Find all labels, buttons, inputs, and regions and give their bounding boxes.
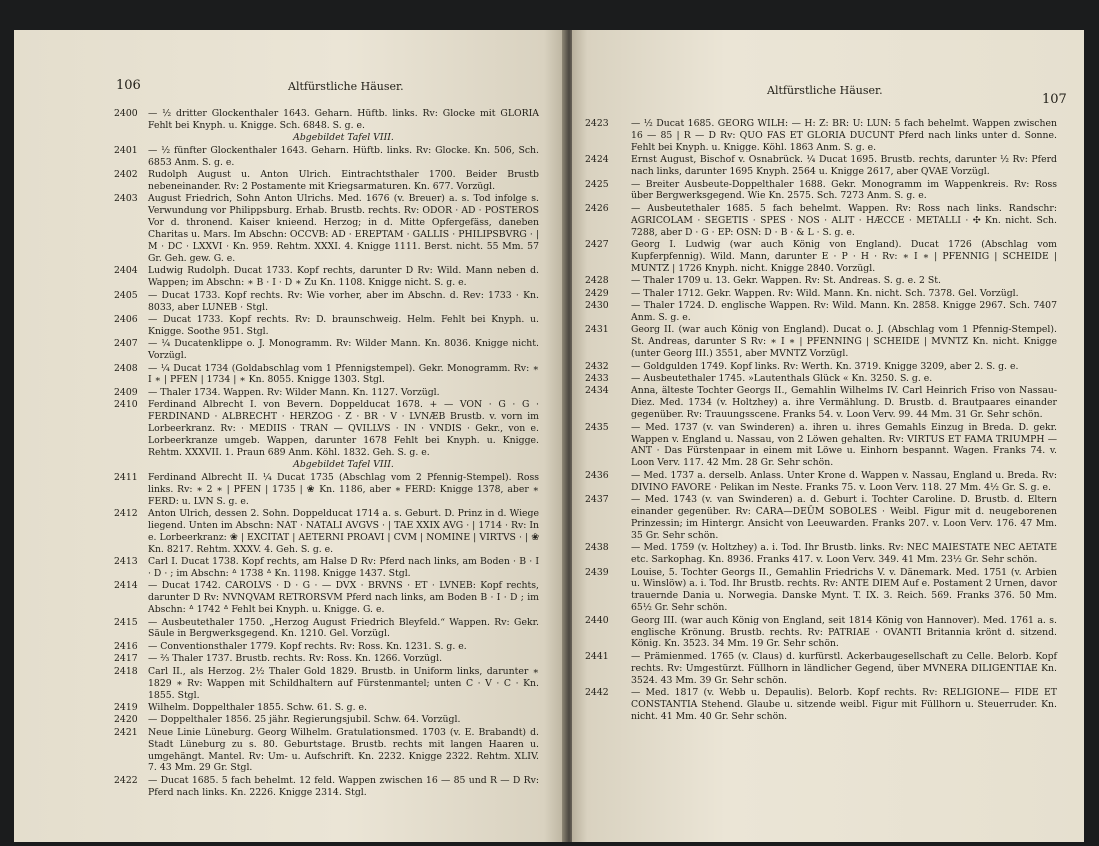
entry-text: Louise, 5. Tochter Georgs II., Gemahlin Friedrichs V. v. Dänemark. Med. 1751 (v. Arbien u. Winslöw) a. i. Tod. Ihr Brustb. rechts. Rv: ANTE DIEM Auf e. Postament 2 Urnen, davor trauernde Dania u. Norwegia. Danske Mynt. T. IX. 3. Reich. 569. Franks 376. 50 Mm. 65½ Gr. Sehr schön. (631, 566, 1057, 614)
entry-text: — Med. 1737 a. derselb. Anlass. Unter Krone d. Wappen v. Nassau, England u. Breda. Rv: DIVINO FAVORE · Pelikan im Neste. Franks 75. v. Loon Verv. 118. 27 Mm. 4½ Gr. S. g. e. (631, 469, 1057, 493)
catalog-entry (585, 178, 1057, 203)
lot-number: 2405 (114, 289, 138, 301)
entry-text: Anna, älteste Tochter Georgs II., Gemahlin Wilhelms IV. Carl Heinrich Friso von Nassau-Diez. Med. 1734 (v. Holtzhey) a. ihre Vermählung. D. Brustb. d. Brautpaares einander gegenüber. Rv: Trauungsscene. Franks 54. v. Loon Verv. 99. 44 Mm. 31 Gr. Sehr schön. (631, 385, 1057, 421)
entry-text: — ⅔ Thaler 1737. Brustb. rechts. Rv: Ross. Kn. 1266. Vorzügl. (148, 653, 443, 665)
lot-number: 2407 (114, 338, 138, 350)
entry-text: — Thaler 1709 u. 13. Gekr. Wappen. Rv: St. Andreas. S. g. e. 2 St. (631, 275, 941, 287)
lot-number: 2411 (114, 471, 138, 483)
entry-text: — Thaler 1724. D. englische Wappen. Rv: Wild. Mann. Kn. 2858. Knigge 2967. Sch. 7407 Anm. S. g. e. (631, 300, 1057, 323)
lot-number: 2426 (585, 202, 609, 214)
entry-text: Georg I. Ludwig (war auch König von England). Ducat 1726 (Abschlag vom Kupferpfennig). Wild. Mann, darunter E · P · H · Rv: ∗ I ∗ | PFENNIG | SCHEIDE | MUNTZ | 1726 Knyph. nicht. Knigge 2840. Vorzügl. (631, 239, 1057, 274)
catalog-entry (114, 314, 539, 338)
lot-number: 2409 (114, 386, 138, 398)
lot-number: 2424 (585, 154, 609, 166)
lot-number: 2436 (585, 469, 609, 481)
catalog-entry (585, 118, 1057, 154)
catalog-entry (585, 494, 1057, 542)
catalog-entry (585, 687, 1057, 723)
catalog-entry (114, 265, 539, 289)
catalog-entries (114, 108, 539, 799)
lot-number: 2417 (114, 653, 138, 665)
entry-text: — Ausbeutethaler 1750. „Herzog August Friedrich Bleyfeld.“ Wappen. Rv: Gekr. Säule in Bergwerksgegend. Kn. 1210. Gel. Vorzügl. (148, 616, 539, 640)
entry-text: — Ausbeutethaler 1745. »Lautenthals Glück « Kn. 3250. S. g. e. (631, 373, 933, 385)
catalog-entry (114, 399, 539, 459)
lot-number: 2433 (585, 373, 609, 385)
catalog-entry (585, 421, 1057, 470)
lot-number: 2421 (114, 726, 138, 738)
entry-text: — Med. 1743 (v. van Swinderen) a. d. Geburt i. Tochter Caroline. D. Brustb. d. Eltern einander gegenüber. Rv: CARA—DEŪM SOBOLES · Weibl. Figur mit d. neugeborenen Prinzessin; im Hintergr. Ansicht von Leeuwarden. Franks 207. v. Loon Verv. 176. 47 Mm. 35 Gr. Sehr schön. (631, 494, 1057, 541)
catalog-entry (114, 145, 539, 169)
entry-text: — ½ dritter Glockenthaler 1643. Geharn. Hüftb. links. Rv: Glocke mit GLORIA Fehlt bei Knyph. u. Knigge. Sch. 6848. S. g. e. (148, 108, 539, 131)
catalog-entry (114, 169, 539, 193)
lot-number: 2418 (114, 665, 138, 677)
entry-text: — Ducat 1733. Kopf rechts. Rv: Wie vorher, aber im Abschn. d. Rev: 1733 · Kn. 8033, aber LUNEB · Stgl. (148, 289, 539, 313)
entry-text: Anton Ulrich, dessen 2. Sohn. Doppelducat 1714 a. s. Geburt. D. Prinz in d. Wiege liegend. Unten im Abschn: NAT · NATALI AVGVS · | TAE XXIX AVG · | 1714 · Rv: In e. Lorbeerkranz: ❀ | EXCITAT | AETERNI PROAVI | CVM | NOMINE | VIRTVS · | ❀ Kn. 8217. Rehtm. XXXV. 4. Geh. S. g. e. (148, 507, 539, 555)
catalog-entry (114, 387, 539, 399)
lot-number: 2428 (585, 275, 609, 287)
plate-caption (114, 459, 539, 471)
page-number: 107 (1042, 92, 1067, 107)
catalog-entry (114, 580, 539, 616)
lot-number: 2419 (114, 701, 138, 713)
lot-number: 2438 (585, 542, 609, 554)
lot-number: 2430 (585, 300, 609, 312)
catalog-entry (585, 275, 1057, 287)
catalog-entry (585, 300, 1057, 324)
entry-text: Carl I. Ducat 1738. Kopf rechts, am Halse D Rv: Pferd nach links, am Boden · B · I · D · ; im Abschn: ᐞ 1738 ᐞ Kn. 1198. Knigge 1437. Stgl. (148, 556, 539, 579)
entry-text: — Conventionsthaler 1779. Kopf rechts. Rv: Ross. Kn. 1231. S. g. e. (148, 640, 467, 652)
catalog-entry (585, 324, 1057, 360)
entry-text: Georg III. (war auch König von England, seit 1814 König von Hannover). Med. 1761 a. s. englische Krönung. Brustb. rechts. Rv: PATRIAE · OVANTI Britannia krönt d. sitzend. König. Kn. 3523. 34 Mm. 19 Gr. Sehr schön. (631, 614, 1057, 650)
lot-number: 2431 (585, 324, 609, 336)
entry-text: Georg II. (war auch König von England). Ducat o. J. (Abschlag vom 1 Pfennig-Stempel). St. Andreas, darunter S Rv: ∗ I ∗ | PFENNING | SCHEIDE | MVNTZ Kn. nicht. Knigge (unter Georg III.) 3551, aber MVNTZ Vorzügl. (631, 324, 1057, 360)
entry-text: — ¼ Ducatenklippe o. J. Monogramm. Rv: Wilder Mann. Kn. 8036. Knigge nicht. Vorzügl. (148, 338, 539, 362)
catalog-entry (585, 360, 1057, 373)
lot-number: 2425 (585, 178, 609, 190)
catalog-entry (114, 193, 539, 264)
lot-number: 2442 (585, 687, 609, 699)
entry-text: — Doppelthaler 1856. 25 jähr. Regierungsjubil. Schw. 64. Vorzügl. (148, 714, 461, 726)
lot-number: 2413 (114, 556, 138, 568)
lot-number: 2440 (585, 614, 609, 626)
book-spread (14, 30, 1084, 842)
catalog-entry (114, 472, 539, 508)
running-header: Altfürstliche Häuser. (288, 80, 404, 93)
lot-number: 2423 (585, 118, 609, 129)
catalog-entry (585, 239, 1057, 275)
lot-number: 2412 (114, 507, 138, 519)
entry-text: Abgebildet Tafel VIII. (293, 459, 394, 471)
catalog-entries (585, 118, 1057, 723)
entry-text: Ferdinand Albrecht I. von Bevern. Doppelducat 1678. + — VON · G · G · FERDINAND · ALBRECHT · HERZOG · Z · BR · V · LVNÆB Brustb. v. vorn im Lorbeerkranz. Rv: · MEDIIS · TRAN — QVILLVS · IN · VNDIS · Gekr., von e. Lorbeerkranze umgeb. Wappen, darunter 1678 Fehlt bei Knyph. u. Knigge. Rehtm. XXXVII. 1. Praun 689 Anm. Köhl. 1832. Geh. S. g. e. (148, 399, 539, 458)
catalog-entry (114, 617, 539, 641)
catalog-entry (114, 666, 539, 702)
catalog-entry (114, 508, 539, 556)
entry-text: Rudolph August u. Anton Ulrich. Eintrachtsthaler 1700. Beider Brustb nebeneinander. Rv: 2 Postamente mit Kriegsarmaturen. Kn. 677. Vorzügl. (148, 169, 539, 192)
lot-number: 2402 (114, 169, 138, 181)
lot-number: 2439 (585, 566, 609, 578)
entry-text: — Ducat 1685. 5 fach behelmt. 12 feld. Wappen zwischen 16 — 85 und R — D Rv: Pferd nach links. Kn. 2226. Knigge 2314. Stgl. (148, 774, 539, 798)
catalog-entry (114, 641, 539, 653)
lot-number: 2416 (114, 640, 138, 652)
entry-text: August Friedrich, Sohn Anton Ulrichs. Med. 1676 (v. Breuer) a. s. Tod infolge s. Verwundung vor Philippsburg. Erhab. Brustb. rechts. Rv: ODOR · AD · POSTEROS Vor d. thronend. Kaiser knieend. Herzog; in d. Mitte Opfergefäss, daneben Charitas u. Mars. Im Abschn: OCCVB: AD · EREPTAM · GALLIS · PHILIPSBVRG · | M · DC · LXXVI · Kn. 959. Rehtm. XXXI. 4. Knigge 1111. Berst. nicht. 55 Mm. 57 Gr. Geh. gew. G. e. (148, 193, 539, 264)
entry-text: Ernst August, Bischof v. Osnabrück. ¼ Ducat 1695. Brustb. rechts, darunter ½ Rv: Pferd nach links, darunter 1695 Knyph. 2564 u. Knigge 2617, aber QVAE Vorzügl. (631, 154, 1057, 178)
lot-number: 2435 (585, 421, 609, 433)
entry-text: — Med. 1737 (v. van Swinderen) a. ihren u. ihres Gemahls Einzug in Breda. D. gekr. Wappen v. England u. Nassau, von 2 Löwen gehalten. Rv: VIRTUS ET FAMA TRIUMPH — ANT · Das Fürstenpaar in einem mit Löwe u. Einhorn bespannt. Wagen. Franks 74. v. Loon Verv. 117. 42 Mm. 28 Gr. Sehr schön. (631, 421, 1057, 469)
catalog-entry (114, 338, 539, 362)
entry-text: — Thaler 1712. Gekr. Wappen. Rv: Wild. Mann. Kn. nicht. Sch. 7378. Gel. Vorzügl. (631, 287, 1019, 299)
entry-text: — Prämienmed. 1765 (v. Claus) d. kurfürstl. Ackerbaugesellschaft zu Celle. Belorb. Kopf rechts. Rv: Umgestürzt. Füllhorn in ländlicher Gegend, über MVNERA DILIGENTIAE Kn. 3524. 43 Mm. 39 Gr. Sehr schön. (631, 650, 1057, 686)
entry-text: Carl II., als Herzog. 2½ Thaler Gold 1829. Brustb. in Uniform links, darunter ∗ 1829 ∗ Rv: Wappen mit Schildhaltern auf Fürstenmantel; unten C · V · C · Kn. 1855. Stgl. (148, 665, 539, 701)
lot-number: 2441 (585, 650, 609, 662)
lot-number: 2400 (114, 108, 138, 119)
lot-number: 2408 (114, 362, 138, 374)
lot-number: 2432 (585, 360, 609, 372)
lot-number: 2415 (114, 616, 138, 628)
lot-number: 2404 (114, 265, 138, 277)
catalog-entry (114, 702, 539, 714)
lot-number: 2434 (585, 385, 609, 397)
catalog-entry (585, 154, 1057, 178)
entry-text: Abgebildet Tafel VIII. (293, 132, 394, 144)
entry-text: — Med. 1817 (v. Webb u. Depaulis). Belorb. Kopf rechts. Rv: RELIGIONE— FIDE ET CONSTANTIA Stehend. Glaube u. sitzende weibl. Figur mit Füllhorn u. Steuerruder. Kn. nicht. 41 Mm. 40 Gr. Sehr schön. (631, 687, 1057, 722)
entry-text: — Med. 1759 (v. Holtzhey) a. i. Tod. Ihr Brustb. links. Rv: NEC MAIESTATE NEC AETATE etc. Sarkophag. Kn. 8936. Franks 417. v. Loon Verv. 349. 41 Mm. 23½ Gr. Sehr schön. (631, 542, 1057, 566)
plate-caption (114, 132, 539, 144)
lot-number: 2410 (114, 399, 138, 411)
entry-text: — Ducat 1742. CAROLVS · D · G · — DVX · BRVNS · ET · LVNEB: Kopf rechts, darunter D Rv: NVNQVAM RETRORSVM Pferd nach links, am Boden B · I · D ; im Abschn: ᐞ 1742 ᐞ Fehlt bei Knyph. u. Knigge. G. e. (148, 580, 539, 616)
entry-text: Neue Linie Lüneburg. Georg Wilhelm. Gratulationsmed. 1703 (v. E. Brabandt) d. Stadt Lüneburg zu s. 80. Geburtstage. Brustb. rechts mit langen Haaren u. umgehängt. Mantel. Rv: Um- u. Aufschrift. Kn. 2232. Knigge 2322. Rehtm. XLIV. 7. 43 Mm. 29 Gr. Stgl. (148, 726, 539, 774)
lot-number: 2427 (585, 239, 609, 251)
catalog-entry (114, 727, 539, 775)
running-header: Altfürstliche Häuser. (767, 84, 883, 97)
lot-number: 2422 (114, 774, 138, 786)
entry-text: — Ducat 1733. Kopf rechts. Rv: D. braunschweig. Helm. Fehlt bei Knyph. u. Knigge. Soothe 951. Stgl. (148, 313, 539, 337)
entry-text: Ferdinand Albrecht II. ¼ Ducat 1735 (Abschlag vom 2 Pfennig-Stempel). Ross links. Rv: ∗ 2 ∗ | PFEN | 1735 | ❀ Kn. 1186, aber ∗ FERD: Knigge 1378, aber ∗ FERD: u. LVN S. g. e. (148, 471, 539, 507)
entry-text: — Thaler 1734. Wappen. Rv: Wilder Mann. Kn. 1127. Vorzügl. (148, 386, 440, 398)
lot-number: 2437 (585, 494, 609, 506)
catalog-entry (585, 373, 1057, 385)
lot-number: 2403 (114, 193, 138, 205)
entry-text: — ½ Ducat 1685. GEORG WILH: — H: Z: BR: U: LUN: 5 fach behelmt. Wappen zwischen 16 — 85 | R — D Rv: QUO FAS ET GLORIA DUCUNT Pferd nach links unter d. Sonne. Fehlt bei Knyph. u. Knigge. Köhl. 1863 Anm. S. g. e. (631, 118, 1057, 153)
entry-text: — ¼ Ducat 1734 (Goldabschlag vom 1 Pfennigstempel). Gekr. Monogramm. Rv: ∗ I ∗ | PFEN | 1734 | ∗ Kn. 8055. Knigge 1303. Stgl. (148, 362, 539, 386)
catalog-entry (114, 556, 539, 580)
catalog-entry (114, 775, 539, 799)
catalog-entry (585, 650, 1057, 687)
lot-number: 2420 (114, 714, 138, 726)
catalog-entry (585, 202, 1057, 239)
catalog-entry (114, 653, 539, 665)
catalog-entry (114, 108, 539, 132)
right-page (572, 30, 1084, 842)
page-number: 106 (116, 78, 141, 93)
entry-text: Ludwig Rudolph. Ducat 1733. Kopf rechts, darunter D Rv: Wild. Mann neben d. Wappen; im Abschn: ∗ B · I · D ∗ Zu Kn. 1108. Knigge nicht. S. g. e. (148, 265, 539, 289)
catalog-entry (585, 469, 1057, 494)
lot-number: 2414 (114, 580, 138, 592)
entry-text: Wilhelm. Doppelthaler 1855. Schw. 61. S. g. e. (148, 701, 368, 713)
catalog-entry (114, 290, 539, 314)
catalog-entry (114, 714, 539, 726)
lot-number: 2429 (585, 287, 609, 299)
entry-text: — Breiter Ausbeute-Doppelthaler 1688. Gekr. Monogramm im Wappenkreis. Rv: Ross über Bergwerksgegend. Wie Kn. 2575. Sch. 7273 Anm. S. g. e. (631, 178, 1057, 202)
entry-text: — ½ fünfter Glockenthaler 1643. Geharn. Hüftb. links. Rv: Glocke. Kn. 506, Sch. 6853 Anm. S. g. e. (148, 144, 539, 168)
entry-text: — Goldgulden 1749. Kopf links. Rv: Werth. Kn. 3719. Knigge 3209, aber 2. S. g. e. (631, 360, 1019, 372)
catalog-entry (585, 614, 1057, 651)
lot-number: 2406 (114, 313, 138, 325)
catalog-entry (585, 385, 1057, 421)
catalog-entry (585, 566, 1057, 615)
catalog-entry (585, 542, 1057, 566)
lot-number: 2401 (114, 144, 138, 156)
left-page (14, 30, 568, 842)
entry-text: — Ausbeutethaler 1685. 5 fach behelmt. Wappen. Rv: Ross nach links. Randschr: AGRICOLAM · SEGETIS · SPES · NOS · ALIT · HÆCCE · METALLI · ✣ Kn. nicht. Sch. 7288, aber D · G · EP: OSN: D · B · & L · S. g. e. (631, 202, 1057, 238)
catalog-entry (114, 363, 539, 387)
catalog-entry (585, 287, 1057, 300)
